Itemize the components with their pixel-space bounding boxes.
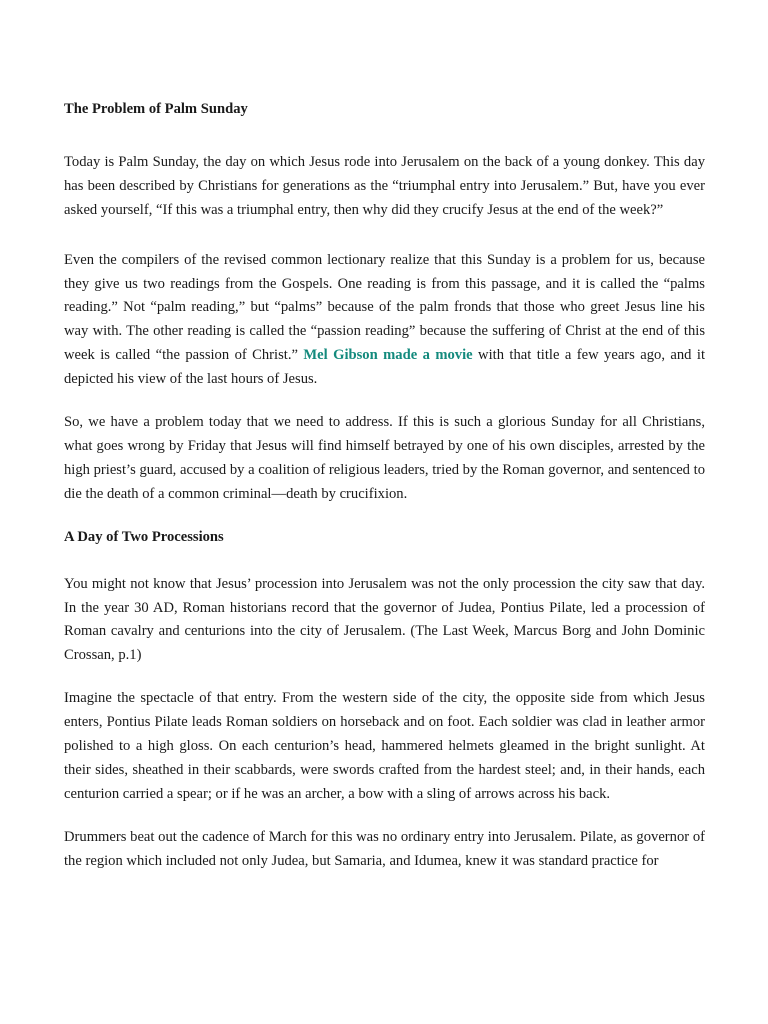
paragraph-2 — [64, 249, 705, 392]
paragraph-2-text-start: Even the compilers of the revised common lectionary realize that this Sunday is a problem for us, because they give us two readings from the Gospels. One reading is from this passage, and it is called the “palms reading.” Not “palm reading,” but “palms” because of the palm fronds that those who greet Jesus line his way with. The other reading is called the “passion reading” because the suffering of Christ at the end of this week is called “the passion of Christ.” — [64, 251, 705, 364]
paragraph-1: Today is Palm Sunday, the day on which Jesus rode into Jerusalem on the back of a young donkey. This day has been described by Christians for generations as the “triumphal entry into Jerusalem.” But, have you ever asked yourself, “If this was a triumphal entry, then why did they crucify Jesus at the end of the week?” — [64, 153, 705, 218]
mel-gibson-movie-link[interactable]: Mel Gibson made a movie — [303, 347, 473, 364]
paragraph-5: Imagine the spectacle of that entry. From the western side of the city, the opposite side from which Jesus enters, Pontius Pilate leads Roman soldiers on horseback and on foot. Each soldier was clad in leather armor polished to a high gloss. On each centurion’s head, hammered helmets gleamed in the bright sunlight. At their sides, sheathed in their scabbards, were swords crafted from the hardest steel; and, in their hands, each centurion carried a spear; or if he was an archer, a bow with a sling of arrows across his back. — [64, 690, 705, 802]
document-page — [64, 98, 705, 874]
paragraph-4: You might not know that Jesus’ procession into Jerusalem was not the only procession the city saw that day. In the year 30 AD, Roman historians record that the governor of Judea, Pontius Pilate, led a procession of Roman cavalry and centurions into the city of Jerusalem. (The Last Week, Marcus Borg and John Dominic Crossan, p.1) — [64, 575, 705, 664]
paragraph-3: So, we have a problem today that we need to address. If this is such a glorious Sunday for all Christians, what goes wrong by Friday that Jesus will find himself betrayed by one of his own disciples, arrested by the high priest’s guard, accused by a coalition of religious leaders, tried by the Roman governor, and sentenced to die the death of a common criminal—death by crucifixion. — [64, 414, 705, 502]
paragraph-6: Drummers beat out the cadence of March for this was no ordinary entry into Jerusalem. Pilate, as governor of the region which included not only Judea, but Samaria, and Idumea, knew it was standard practice for — [64, 828, 705, 869]
document-title: The Problem of Palm Sunday — [64, 101, 248, 117]
section-heading: A Day of Two Processions — [64, 528, 224, 545]
paragraph-2-text-end: with that title a few years ago, and it depicted his view of the last hours of Jesus. — [64, 347, 705, 388]
